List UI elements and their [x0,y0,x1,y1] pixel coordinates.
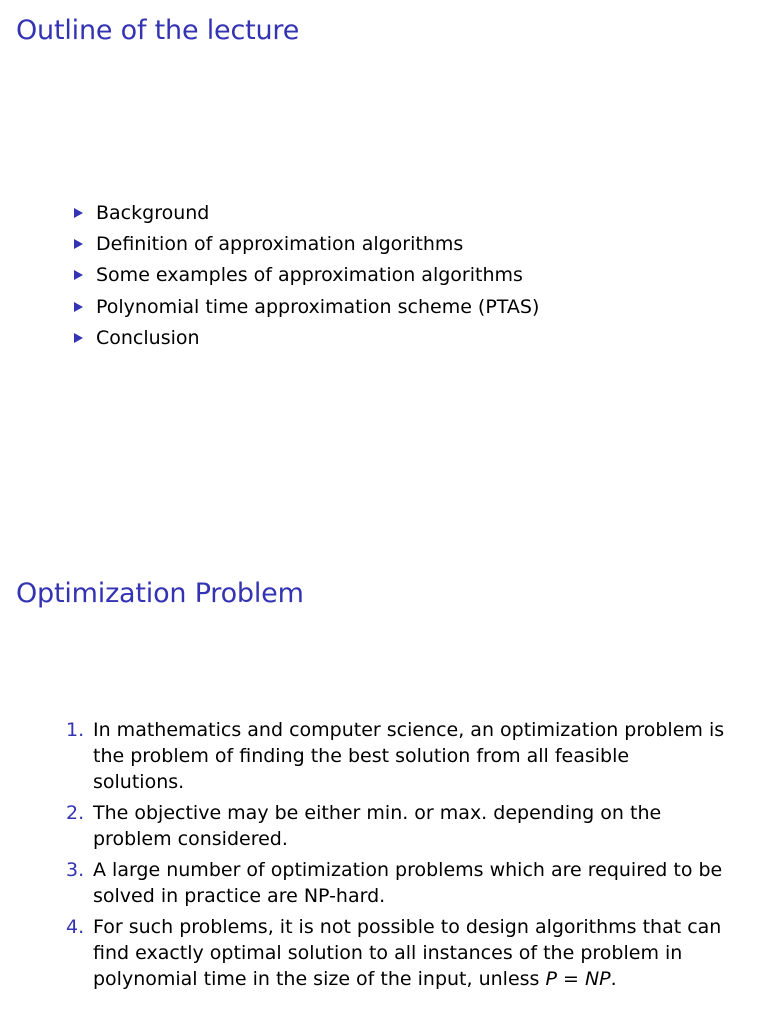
list-item [72,323,539,354]
list-item-text: Polynomial time approximation scheme (PTAS) [96,295,540,318]
list-item-text: Conclusion [96,327,200,350]
math-p: P [545,968,557,990]
list-item [72,228,539,259]
triangle-bullet-icon [74,239,83,249]
triangle-bullet-icon [74,333,83,343]
item-text: In mathematics and computer science, an optimization problem is the problem of finding the best solution from all feasible solutions. [93,719,725,793]
list-item-text: Definition of approximation algorithms [96,233,464,256]
item-number: 1. [66,719,85,741]
item-text: A large number of optimization problems which are required to be solved in practice are NP-hard. [93,859,723,907]
math-equals: = [556,968,585,990]
list-item [66,914,726,992]
list-item [72,291,539,322]
math-np: NP [584,968,611,990]
list-item [66,717,726,795]
item-text-tail: . [610,968,617,990]
item-text: For such problems, it is not possible to design algorithms that can find exactly optimal solution to all instances of the problem in polynomial time in the size of the input, unless [93,916,722,990]
numbered-list [66,717,726,997]
triangle-bullet-icon [74,302,83,312]
item-text: The objective may be either min. or max. depending on the problem considered. [93,802,662,850]
item-number: 2. [66,802,85,824]
outline-list [72,197,539,354]
slide-optimization-problem [0,512,768,1024]
triangle-bullet-icon [74,270,83,280]
list-item [72,260,539,291]
list-item [66,857,726,909]
slide-title: Optimization Problem [16,578,304,609]
list-item-text: Some examples of approximation algorithms [96,264,523,287]
item-number: 3. [66,859,85,881]
item-number: 4. [66,916,85,938]
list-item [66,800,726,852]
list-item-text: Background [96,201,210,224]
slide-title: Outline of the lecture [16,15,300,46]
triangle-bullet-icon [74,208,83,218]
item-text-container [93,914,726,992]
list-item [72,197,539,228]
